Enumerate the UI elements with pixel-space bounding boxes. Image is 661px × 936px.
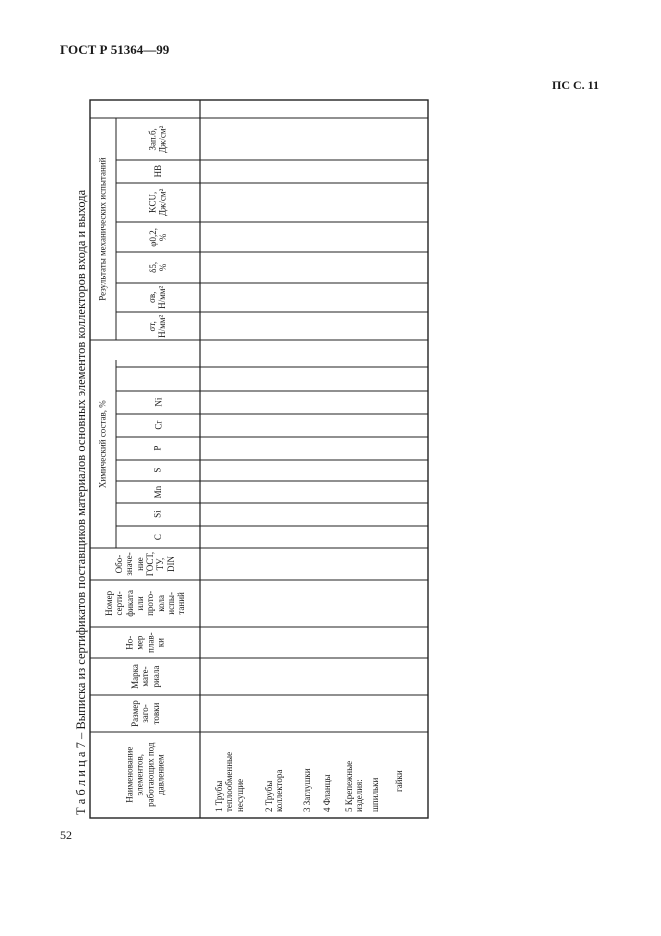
mech-hb-header: НВ	[152, 165, 163, 178]
chem-si-header: Si	[152, 510, 163, 519]
grade-header: Марка мате- риала	[129, 664, 161, 689]
page-reference: ПС С. 11	[552, 78, 600, 92]
chem-c-header: C	[152, 533, 163, 541]
mech-sigma-v-header: σв, Н/мм²	[147, 285, 168, 310]
mech-sigma-t-header: σт, Н/мм²	[147, 314, 168, 338]
heat-no-header: Но- мер плав- ки	[124, 632, 166, 653]
standard-header: Обо- значе- ние ГОСТ, ТУ, DIN	[113, 551, 176, 577]
blank-size-header: Размер заго- товки	[129, 700, 161, 727]
chem-ni-header: Ni	[152, 398, 163, 407]
mech-group-header: Результаты механических испытаний	[97, 157, 108, 301]
mech-kcu-header: KCU, Дж/см²	[147, 188, 168, 217]
page-number: 52	[60, 828, 72, 842]
chem-group-header: Химический состав, %	[97, 400, 108, 488]
mech-delta5-header: δ5, %	[147, 262, 168, 273]
document-code: ГОСТ Р 51364—99	[60, 42, 170, 57]
chem-p-header: P	[152, 445, 163, 452]
element-name-header: Наименование элементов, работающих под давлением	[124, 742, 166, 808]
mech-impact-header: Зап.б, Дж/см²	[147, 125, 168, 153]
chem-cr-header: Cr	[152, 421, 163, 430]
cert-no-header: Номер серти- фиката или прото- кола испы- таний	[103, 590, 187, 617]
chem-s-header: S	[152, 467, 163, 474]
mech-psi-header: φ0,2, %	[147, 227, 168, 247]
chem-mn-header: Mn	[152, 485, 163, 499]
